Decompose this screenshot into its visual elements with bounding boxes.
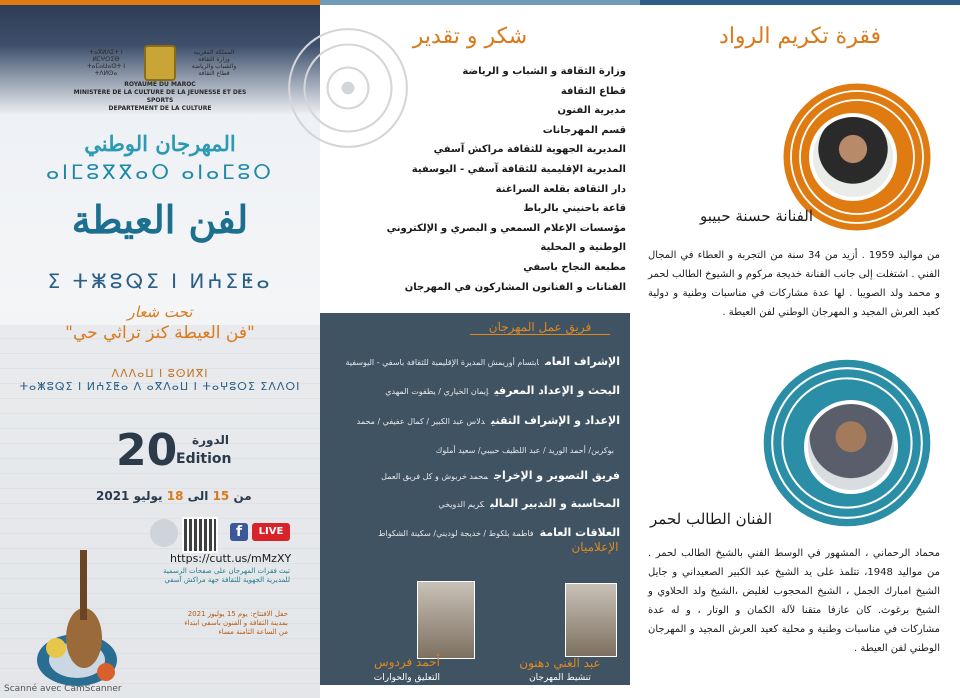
date-to: 18 [166, 489, 184, 503]
thanks-item: قطاع الثقافة [560, 85, 626, 97]
team-row [326, 409, 620, 428]
team-row [326, 492, 620, 511]
team-role: المحاسبة و التدبير المالي [490, 497, 620, 510]
scanner-watermark: Scanné avec CamScanner [4, 684, 122, 694]
team-names: كريم الدويخي [438, 500, 485, 509]
edition-number: 20 [116, 425, 178, 476]
media-title: الإعلاميان [571, 540, 619, 554]
thanks-item: مؤسسات الإعلام السمعي و البصري و الإلكتروني [386, 222, 626, 234]
team-names: بوكرين/ أحمد الوريد / عبد اللطيف حبيبي/ سعيد أملوك [435, 446, 614, 455]
thanks-item: مديرية الفنون [557, 105, 626, 117]
ministry-header [60, 45, 260, 113]
thanks-item: مطبعة النجاح باسفي [523, 261, 626, 273]
thanks-item: الفنانات و الفنانون المشاركون في المهرجان [404, 281, 626, 293]
art-title-tifinagh: ⵉ ⵜⵥⵓⵕⵉ ⵏ ⵍⵄⵉⵟⴰ [47, 269, 273, 293]
artist-name-2: الفنان الطالب لحمر [650, 510, 773, 528]
partner-logo [150, 519, 178, 547]
team-names: محمد خربوش و كل فريق العمل [381, 472, 489, 481]
top-bar-lightblue [320, 0, 640, 5]
team-names: دلاس عبد الكبير / كمال عفيفي / محمد [356, 417, 485, 426]
stream-url[interactable]: https://cutt.us/mMzXY [170, 552, 292, 565]
media-photo-2 [417, 581, 475, 659]
art-title: لفن العيطة [71, 197, 249, 242]
team-row [326, 438, 620, 457]
team-row [326, 350, 620, 369]
tifinagh-slogan-1: ⴷⴷⴷⴰⵡ ⵏ ⵓⵙⵍⴳⵏ [111, 367, 209, 380]
artist-name-1: الفنانة حسنة حبيبو [700, 207, 813, 225]
artist-portrait-1 [809, 113, 897, 201]
thanks-title: شكر و تقدير [412, 24, 528, 49]
thanks-list [330, 62, 626, 297]
media-role-2: التعليق والحوارات [373, 673, 440, 683]
slogan-intro: تحت شعار [127, 303, 193, 321]
ministry-fr-1: ROYAUME DU MAROC [124, 81, 196, 88]
festival-dates [96, 489, 252, 503]
festival-name [20, 131, 300, 184]
ministry-fr-3: DEPARTEMENT DE LA CULTURE [108, 105, 212, 112]
honor-title: فقرة تكريم الرواد [719, 24, 881, 49]
artist-bio-2: محماد الرحماني ، المشهور في الوسط الفني بالشيخ الطالب لحمر . من مواليد 1948، تتلمذ على يد الشيخ عبد الكبير الصعيداني و جايل الشيخ امبارك الجمل ، الشيخ المحجوب لغليض ،الشيخ ولد الحلاوي و الشيخ برغوث. كان عازفا متقنا لآلة الكمان و الوتار ، و له عدة مشاركات في مناسبات وطنية و محلية كعيد العرش المجيد و المهرجان الوطني لفن العيطة . [648, 548, 940, 654]
edition-label-ar: الدورة [192, 433, 230, 447]
media-role-1: تنشيط المهرجان [529, 673, 591, 683]
team-role: الإشراف العام [544, 355, 620, 368]
live-badge[interactable]: LIVE [252, 523, 290, 541]
facebook-icon[interactable]: f [230, 523, 248, 541]
dates-suffix: يوليو 2021 [96, 489, 163, 503]
ministry-tifinagh: ⵜⴰⴳⵍⴷⵉⵜ ⵏ ⵍⵎⵖⵔⵉⴱ ⵜⴰⵎⴰⵡⴰⵙⵜ ⵏ ⵜⴷⵍⵙⴰ [86, 49, 126, 77]
team-role: فريق التصوير و الإخراج [494, 469, 620, 482]
festival-name-arabic: المهرجان الوطني [84, 131, 236, 156]
tifinagh-slogan [10, 367, 310, 393]
thanks-item: المديرية الجهوية للثقافة مراكش آسفي [433, 144, 626, 156]
team-role: الإعداد و الإشراف التقني [490, 414, 620, 427]
lute-instrument-image [22, 540, 132, 690]
artist-bio-1: من مواليد 1959 . أزيد من 34 سنة من التجربة و العطاء في المجال الفني . اشتغلت إلى جانب الفنانة خديجة مركوم و الشيوخ الطالب لحمر و محمد ولد الصويبا . لها عدة مشاركات في مناسبات وطنية و دولية كعيد العرش المجيد و المهرجان الوطني لفن العيطة . [648, 250, 940, 318]
thanks-item: دار الثقافة بقلعة السراغنة [495, 183, 626, 195]
ministry-fr-2: MINISTERE DE LA CULTURE DE LA JEUNESSE ET DES SPORTS [73, 89, 247, 104]
thanks-item: وزارة الثقافة و الشباب و الرياضة [462, 66, 626, 77]
team-row [326, 379, 620, 398]
tifinagh-slogan-2: ⵜⴰⵥⵓⵕⵉ ⵏ ⵍⵄⵉⵟⴰ ⴷ ⴰⴳⴷⴰⵡ ⵏ ⵜⴰⵖⵓⵔⵉ ⵉⴷⴷⵔⵏ [19, 380, 301, 393]
thanks-item: الوطنية و المحلية [540, 242, 626, 254]
slogan [20, 303, 300, 343]
team-role: العلاقات العامة [539, 526, 620, 539]
edition-label-fr: Edition [176, 451, 232, 467]
thanks-item: قاعة باحنيني بالرباط [523, 203, 626, 215]
broadcast-note: تبث فقرات المهرجان على صفحات الرسمية للمديرية الجهوية للثقافة جهة مراكش آسفي [163, 567, 290, 584]
thanks-item: قسم المهرجانات [542, 124, 626, 136]
qr-code-icon[interactable] [182, 517, 218, 553]
team-role: البحث و الإعداد المعرفي [494, 384, 620, 397]
media-name-2: أحمد فردوس [374, 655, 440, 669]
top-bar-navy [640, 0, 960, 5]
artist-portrait-2 [804, 400, 898, 494]
team-names: إيمان الخياري / يطفوت المهدي [385, 387, 489, 396]
thanks-item: المديرية الإقليمية للثقافة آسفي - اليوسفية [411, 163, 626, 175]
festival-poster [0, 5, 320, 698]
festival-name-tifinagh: ⴰⵏⵎⵓⴳⴳⴰⵔ ⴰⵏⴰⵎⵓⵔ [46, 160, 274, 184]
dates-prefix: من [233, 489, 252, 503]
date-from: 15 [212, 489, 230, 503]
team-names: ابتسام أوريمش المديرة الإقليمية للثقافة باسفي - اليوسفية [345, 358, 539, 367]
ministry-arabic: المملكة المغربية وزارة الثقافة والشباب والرياضة قطاع الثقافة [191, 49, 237, 77]
team-title: فريق عمل المهرجان [470, 320, 610, 335]
media-photo-1 [565, 583, 617, 657]
royal-crest-icon [144, 45, 176, 81]
dates-mid: الى [187, 489, 209, 503]
team-names: فاطمة بلكوط / خديجة لوديني/ سكينة الشكواط [378, 529, 534, 538]
team-row [326, 521, 620, 540]
slogan-text: "فن العيطة كنز تراثي حي" [65, 323, 255, 343]
media-name-1: عبد الغني دهنون [519, 656, 601, 670]
opening-note: حفل الافتتاح: يوم 15 يوليوز 2021 بمدينة الثقافة و الفنون باسفي ابتداء من الساعة الثامنة مساء [184, 610, 288, 636]
team-row [326, 464, 620, 483]
